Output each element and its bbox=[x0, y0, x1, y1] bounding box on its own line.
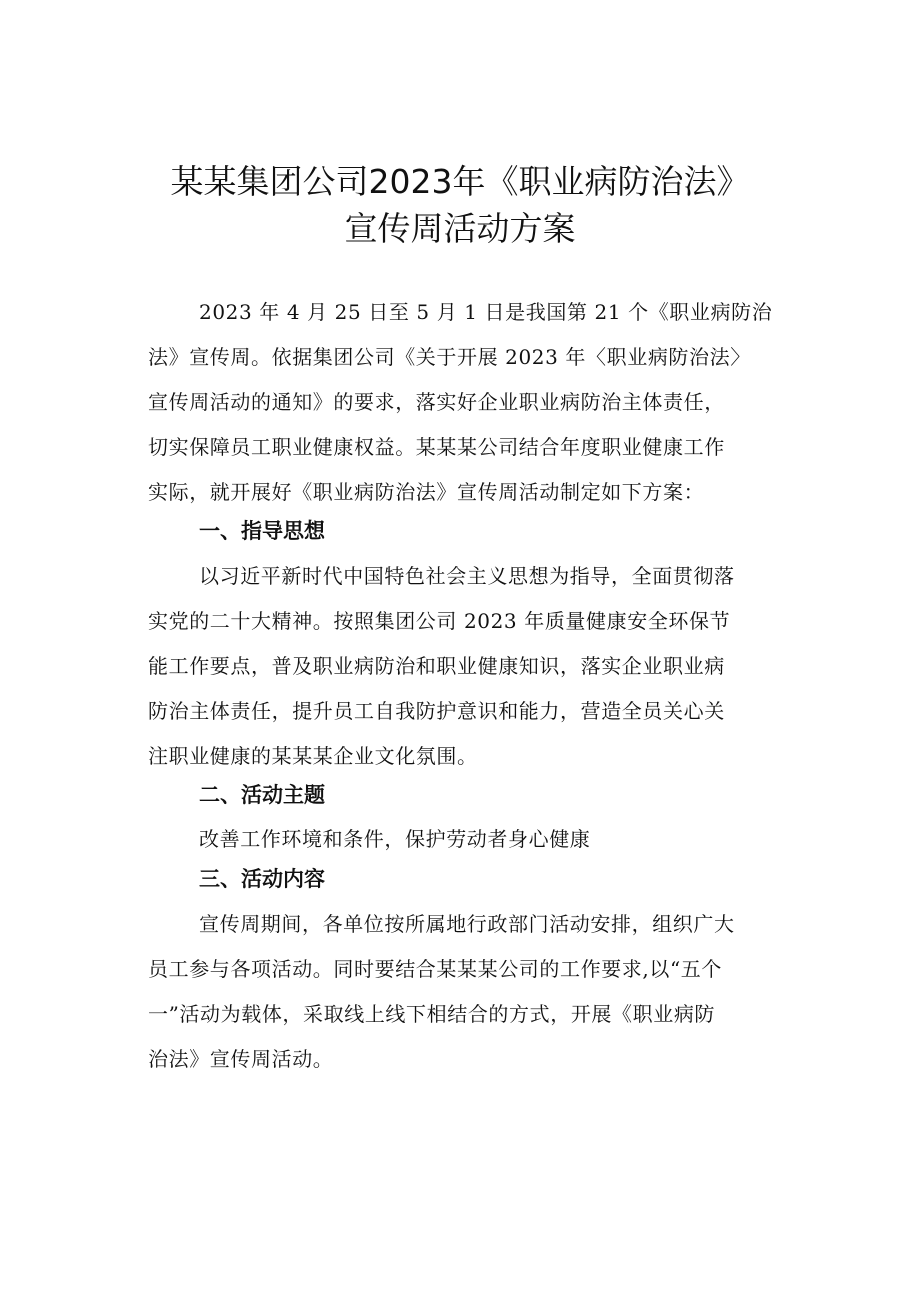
document-title-line-1: 某某集团公司2023年《职业病防治法》 bbox=[170, 162, 750, 201]
intro-line-5: 实际，就开展好《职业病防治法》宣传周活动制定如下方案： bbox=[148, 480, 705, 504]
section3-line-3: 一”活动为载体，采取线上线下相结合的方式，开展《职业病防 bbox=[148, 1002, 716, 1026]
intro-line-3: 宣传周活动的通知》的要求，落实好企业职业病防治主体责任， bbox=[148, 390, 725, 414]
intro-line-4: 切实保障员工职业健康权益。某某某公司结合年度职业健康工作 bbox=[148, 435, 725, 459]
document-title-line-2: 宣传周活动方案 bbox=[344, 209, 576, 248]
section3-line-4: 治法》宣传周活动。 bbox=[148, 1047, 334, 1071]
section1-line-3: 能工作要点，普及职业病防治和职业健康知识，落实企业职业病 bbox=[148, 654, 725, 678]
section-heading-1: 一、指导思想 bbox=[199, 519, 325, 543]
section3-line-1: 宣传周期间，各单位按所属地行政部门活动安排，组织广大 bbox=[199, 912, 735, 936]
intro-line-2: 法》宣传周。依据集团公司《关于开展 2023 年〈职业病防治法〉 bbox=[148, 345, 751, 369]
section2-line-1: 改善工作环境和条件，保护劳动者身心健康 bbox=[199, 827, 591, 851]
section1-line-2: 实党的二十大精神。按照集团公司 2023 年质量健康安全环保节 bbox=[148, 609, 731, 633]
section1-line-1: 以习近平新时代中国特色社会主义思想为指导，全面贯彻落 bbox=[199, 564, 735, 588]
intro-line-1: 2023 年 4 月 25 日至 5 月 1 日是我国第 21 个《职业病防治 bbox=[199, 300, 773, 324]
section1-line-4: 防治主体责任，提升员工自我防护意识和能力，营造全员关心关 bbox=[148, 699, 725, 723]
section-heading-2: 二、活动主题 bbox=[199, 783, 325, 807]
section3-line-2: 员工参与各项活动。同时要结合某某某公司的工作要求,以“五个 bbox=[148, 957, 722, 981]
section-heading-3: 三、活动内容 bbox=[199, 867, 325, 891]
section1-line-5: 注职业健康的某某某企业文化氛围。 bbox=[148, 744, 478, 768]
